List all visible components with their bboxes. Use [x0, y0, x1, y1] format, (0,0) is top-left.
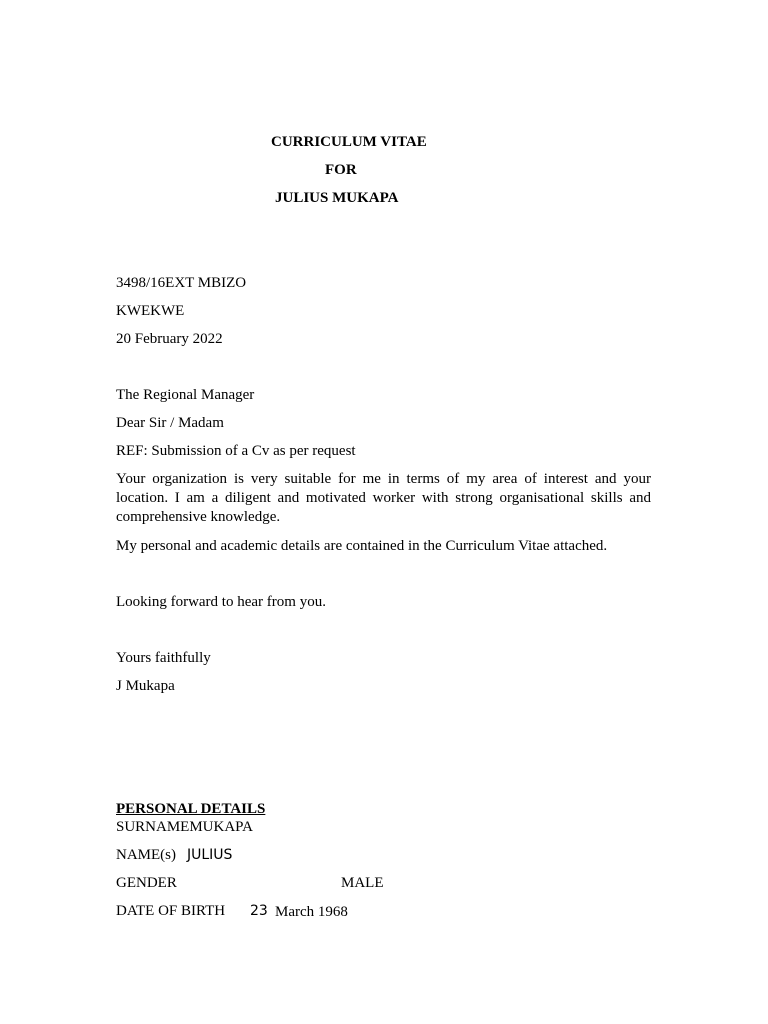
signoff: Yours faithfully [116, 650, 211, 666]
recipient: The Regional Manager [116, 387, 255, 403]
address-line-2: KWEKWE [116, 303, 185, 319]
names-value: JULIUS [187, 847, 233, 863]
letter-date: 20 February 2022 [116, 331, 223, 347]
gender-value: MALE [341, 875, 384, 891]
cv-title-for: FOR [325, 162, 357, 178]
address-line-1: 3498/16EXT MBIZO [116, 275, 247, 291]
gender-label: GENDER [116, 875, 177, 891]
dob-day: 23 [250, 903, 268, 919]
names-label: NAME(s) [116, 847, 176, 863]
signature: J Mukapa [116, 678, 175, 694]
dob-label: DATE OF BIRTH [116, 903, 226, 919]
cv-title: CURRICULUM VITAE [271, 134, 427, 150]
dob-month-year: March 1968 [275, 904, 348, 920]
surname-line: SURNAMEMUKAPA [116, 819, 253, 835]
closing-line: Looking forward to hear from you. [116, 594, 326, 610]
reference-line: REF: Submission of a Cv as per request [116, 443, 356, 459]
salutation: Dear Sir / Madam [116, 415, 224, 431]
cv-title-name: JULIUS MUKAPA [275, 190, 399, 206]
personal-details-heading: PERSONAL DETAILS [116, 801, 266, 817]
letter-paragraph-1: Your organization is very suitable for me in terms of my area of interest and your location. I am a diligent and motivated worker with strong organisational skills and comprehensive knowledge. [116, 471, 651, 525]
letter-paragraph-2: My personal and academic details are contained in the Curriculum Vitae attached. [116, 538, 608, 554]
